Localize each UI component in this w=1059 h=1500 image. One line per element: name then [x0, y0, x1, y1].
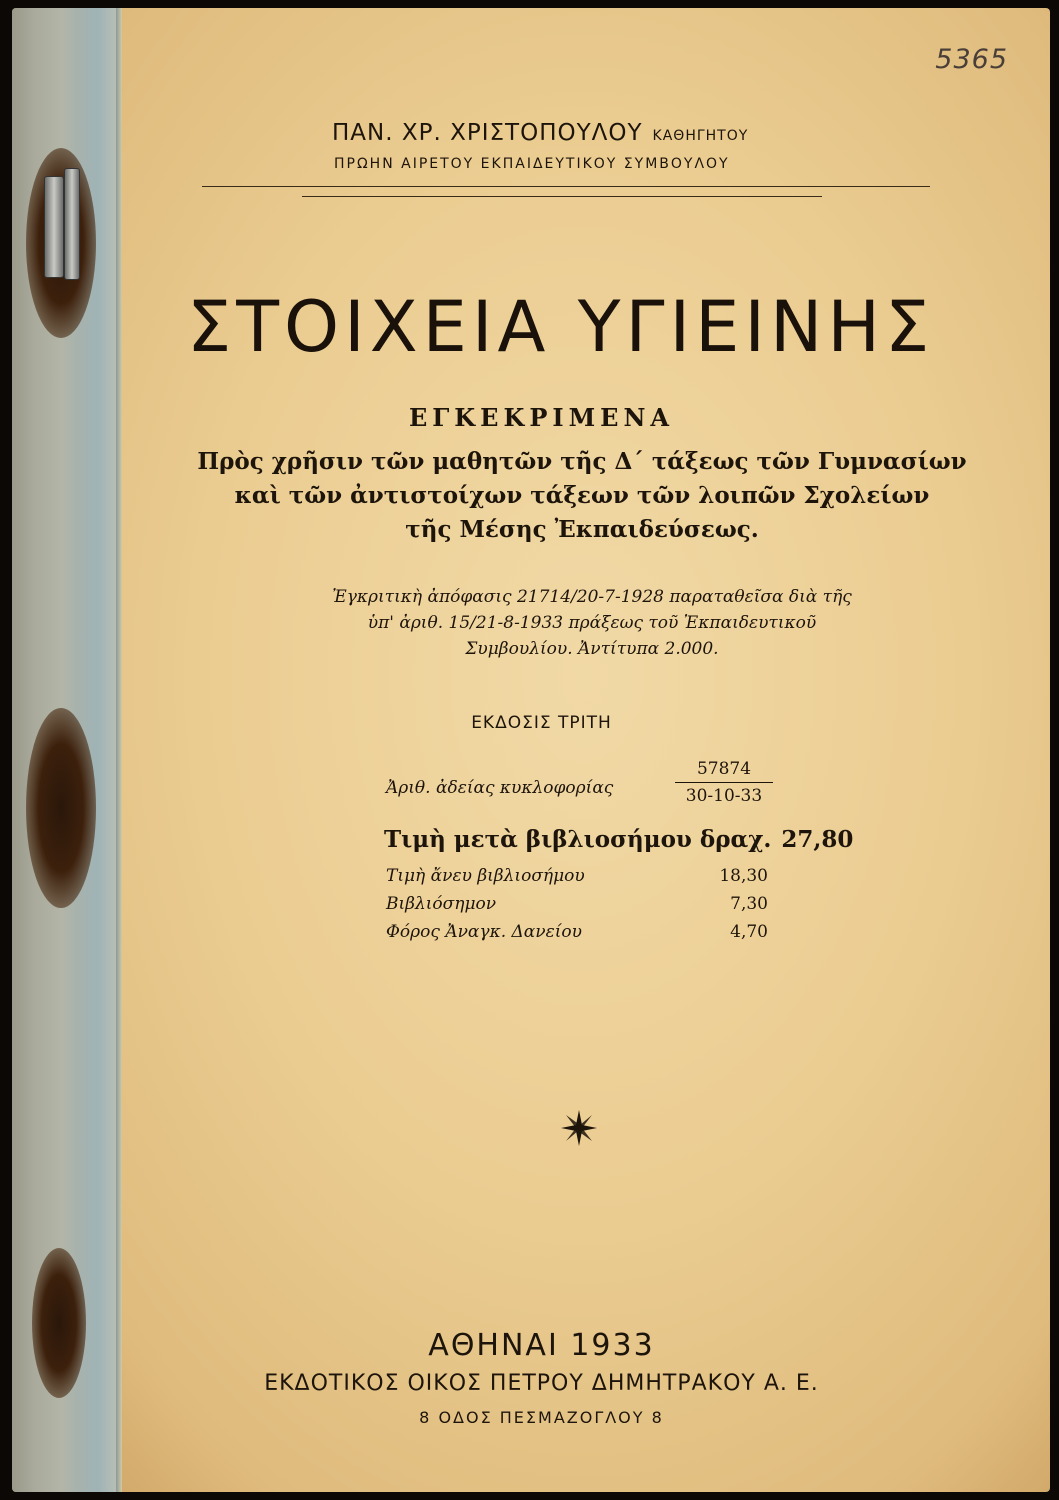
license-fraction [675, 756, 773, 809]
decision-line: ὑπ' ἀριθ. 15/21-8-1933 πράξεως τοῦ Ἐκπαιδευτικοῦ [367, 613, 817, 633]
staple [64, 168, 80, 280]
author-rank: ΚΑΘΗΓΗΤΟΥ [652, 128, 749, 144]
purpose-text [162, 445, 1002, 547]
price-row-label: Βιβλιόσημον [386, 894, 497, 914]
purpose-line: καὶ τῶν ἀντιστοίχων τάξεων τῶν λοιπῶν Σχολείων [234, 482, 930, 509]
imprint-city-year: ΑΘΗΝΑΙ 1933 [428, 1328, 655, 1363]
author-position: ΠΡΩΗΝ ΑΙΡΕΤΟΥ ΕΚΠΑΙΔΕΥΤΙΚΟΥ ΣΥΜΒΟΥΛΟΥ [334, 156, 730, 172]
imprint-address: 8 ΟΔΟΣ ΠΕΣΜΑΖΟΓΛΟΥ 8 [419, 1408, 664, 1427]
book-cover [12, 8, 1050, 1492]
price-main-value: 27,80 [781, 826, 854, 853]
spine-edge [116, 8, 122, 1492]
divider-rule [202, 186, 930, 187]
decision-line: Ἐγκριτικὴ ἀπόφασις 21714/20-7-1928 παραταθεῖσα διὰ τῆς [332, 587, 852, 607]
catalog-number: 5365 [935, 44, 1008, 75]
price-row-value: 18,30 [719, 866, 768, 886]
price-row-label: Φόρος Ἀναγκ. Δανείου [386, 922, 582, 942]
price-main-label: Τιμὴ μετὰ βιβλιοσήμου δραχ. [384, 826, 772, 853]
divider-rule [302, 196, 822, 197]
purpose-line: Πρὸς χρῆσιν τῶν μαθητῶν τῆς Δ΄ τάξεως τῶν Γυμνασίων [197, 448, 967, 475]
author-line [332, 120, 748, 146]
approval-decision [232, 584, 952, 662]
rust-stain [26, 708, 96, 908]
decision-line: Συμβουλίου. Ἀντίτυπα 2.000. [465, 639, 719, 659]
license-number: 57874 [696, 759, 752, 779]
license-label: Ἀριθ. ἀδείας κυκλοφορίας [386, 778, 614, 798]
staple [44, 176, 64, 278]
license-date: 30-10-33 [675, 782, 773, 809]
book-title: ΣΤΟΙΧΕΙΑ ΥΓΙΕΙΝΗΣ [187, 286, 935, 368]
ornament-star-icon [559, 1108, 599, 1148]
author-name: ΠΑΝ. ΧΡ. ΧΡΙΣΤΟΠΟΥΛΟΥ [332, 120, 643, 146]
price-row-value: 4,70 [730, 922, 768, 942]
edition-label: ΕΚΔΟΣΙΣ ΤΡΙΤΗ [471, 713, 612, 733]
price-row-label: Τιμὴ ἄνευ βιβλιοσήμου [386, 866, 585, 886]
imprint-publisher: ΕΚΔΟΤΙΚΟΣ ΟΙΚΟΣ ΠΕΤΡΟΥ ΔΗΜΗΤΡΑΚΟΥ Α. Ε. [264, 1371, 819, 1396]
approved-heading: ΕΓΚΕΚΡΙΜΕΝΑ [408, 403, 675, 432]
purpose-line: τῆς Μέσης Ἐκπαιδεύσεως. [405, 516, 759, 543]
price-main [384, 826, 853, 853]
price-row-value: 7,30 [730, 894, 768, 914]
